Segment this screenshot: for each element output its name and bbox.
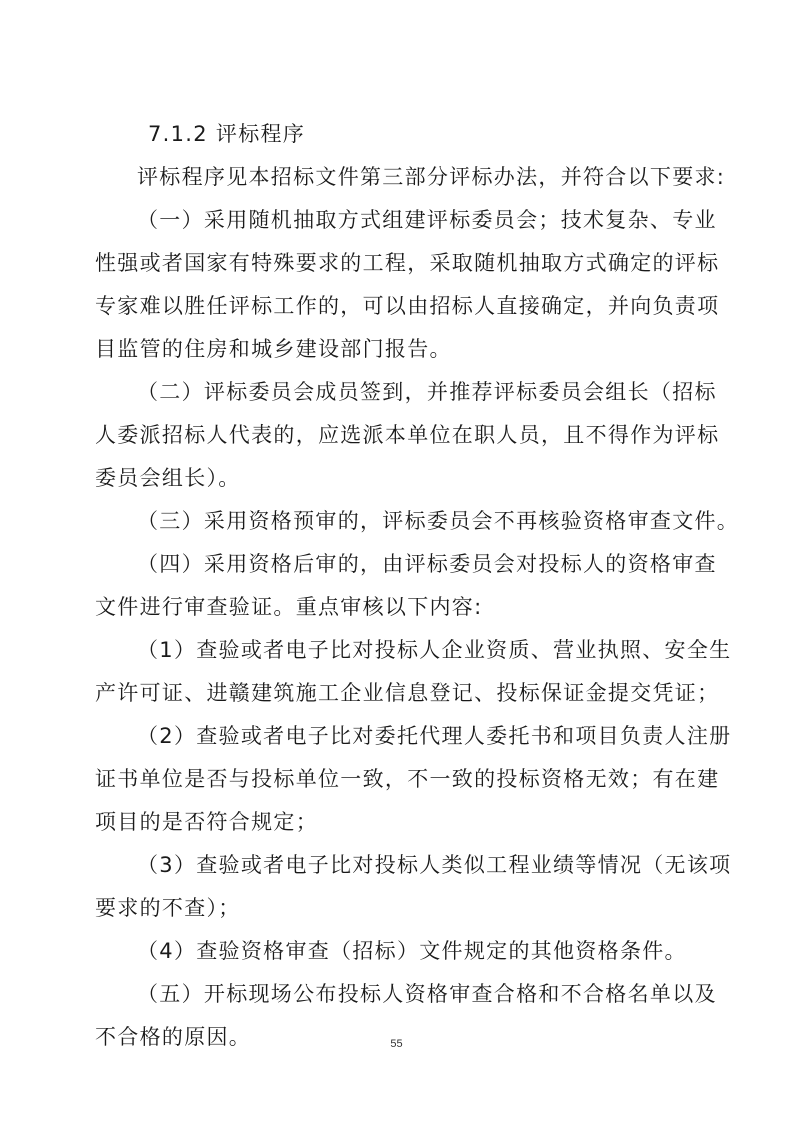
paragraph-line: 目监管的住房和城乡建设部门报告。 <box>95 337 452 361</box>
paragraph-line: （三）采用资格预审的，评标委员会不再核验资格审查文件。 <box>137 509 740 533</box>
paragraph-line: （4）查验资格审查（招标）文件规定的其他资格条件。 <box>137 939 687 963</box>
paragraph-line: 委员会组长）。 <box>95 466 241 490</box>
paragraph-line: 要求的不查）； <box>95 896 241 920</box>
paragraph-line: （1）查验或者电子比对投标人企业资质、营业执照、安全生 <box>137 638 732 662</box>
paragraph-line: 项目的是否符合规定； <box>95 810 318 834</box>
paragraph-line: （四）采用资格后审的，由评标委员会对投标人的资格审查 <box>137 552 717 576</box>
section-heading: 7.1.2 评标程序 <box>148 122 306 146</box>
paragraph-line: （五）开标现场公布投标人资格审查合格和不合格名单以及 <box>137 982 717 1006</box>
paragraph-line: 文件进行审查验证。重点审核以下内容: <box>95 595 483 619</box>
paragraph-line: （二）评标委员会成员签到，并推荐评标委员会组长（招标 <box>137 380 717 404</box>
paragraph-line: （一）采用随机抽取方式组建评标委员会；技术复杂、专业 <box>137 208 717 232</box>
paragraph-line: （2）查验或者电子比对委托代理人委托书和项目负责人注册 <box>137 724 732 748</box>
paragraph-line: 人委派招标人代表的，应选派本单位在职人员，且不得作为评标 <box>95 423 720 447</box>
paragraph-line: 证书单位是否与投标单位一致，不一致的投标资格无效；有在建 <box>95 767 720 791</box>
paragraph-line: 不合格的原因。 <box>95 1025 252 1049</box>
paragraph-line: 产许可证、进赣建筑施工企业信息登记、投标保证金提交凭证； <box>95 681 720 705</box>
paragraph-line: 评标程序见本招标文件第三部分评标办法，并符合以下要求: <box>137 165 726 189</box>
paragraph-line: 性强或者国家有特殊要求的工程，采取随机抽取方式确定的评标 <box>95 251 720 275</box>
paragraph-line: （3）查验或者电子比对投标人类似工程业绩等情况（无该项 <box>137 853 732 877</box>
paragraph-line: 专家难以胜任评标工作的，可以由招标人直接确定，并向负责项 <box>95 294 720 318</box>
page-number: 55 <box>390 1038 403 1050</box>
